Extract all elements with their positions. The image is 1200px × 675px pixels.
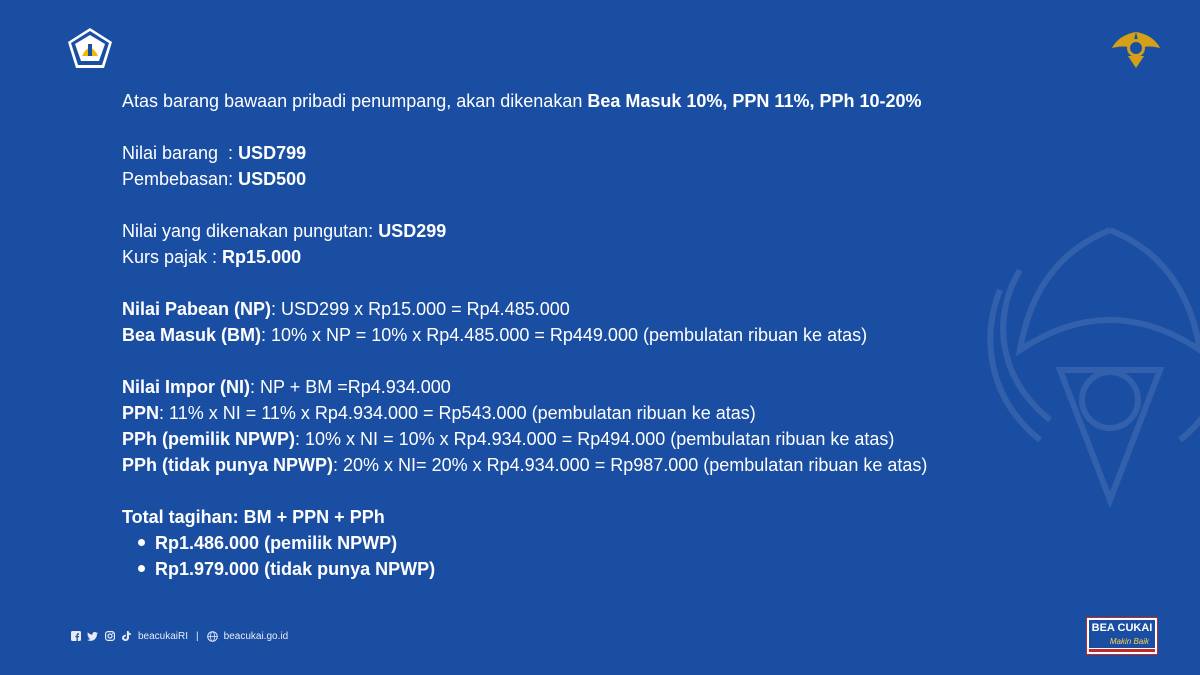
social-handle[interactable]: beacukaiRI: [138, 630, 189, 642]
nilai-pabean-line: Nilai Pabean (NP): USD299 x Rp15.000 = Rp4.485.000: [122, 299, 570, 319]
twitter-icon[interactable]: [87, 631, 98, 642]
nilai-barang-line: Nilai barang : USD799: [122, 143, 307, 163]
bea-cukai-makin-baik-logo: BEA CUKAI Makin Baik: [1086, 617, 1158, 655]
instagram-icon[interactable]: [104, 631, 115, 642]
facebook-icon[interactable]: [70, 631, 81, 642]
tiktok-icon[interactable]: [121, 631, 132, 642]
bea-cukai-emblem-logo: [1110, 26, 1162, 70]
list-item: Rp1.979.000 (tidak punya NPWP): [122, 556, 1122, 582]
footer-separator: |: [196, 630, 199, 642]
pph-npwp-line: PPh (pemilik NPWP): 10% x NI = 10% x Rp4.934.000 = Rp494.000 (pembulatan ribuan ke atas): [122, 429, 895, 449]
pph-no-npwp-line: PPh (tidak punya NPWP): 20% x NI= 20% x Rp4.934.000 = Rp987.000 (pembulatan ribuan ke atas): [122, 455, 928, 475]
intro-line: Atas barang bawaan pribadi penumpang, akan dikenakan Bea Masuk 10%, PPN 11%, PPh 10-20%: [122, 91, 922, 111]
tax-calculation-content: [122, 88, 1122, 582]
pembebasan-line: Pembebasan: USD500: [122, 169, 307, 189]
kemenkeu-logo: [66, 26, 114, 70]
bea-masuk-line: Bea Masuk (BM): 10% x NP = 10% x Rp4.485.000 = Rp449.000 (pembulatan ribuan ke atas): [122, 325, 868, 345]
website-link[interactable]: beacukai.go.id: [223, 630, 289, 642]
kurs-line: Kurs pajak : Rp15.000: [122, 247, 302, 267]
bullet-icon: [138, 565, 145, 572]
bullet-icon: [138, 539, 145, 546]
total-tagihan-line: Total tagihan: BM + PPN + PPh: [122, 507, 385, 527]
list-item: Rp1.486.000 (pemilik NPWP): [122, 530, 1122, 556]
footer-social: [70, 629, 288, 643]
globe-icon: [207, 631, 218, 642]
nilai-pungutan-line: Nilai yang dikenakan pungutan: USD299: [122, 221, 447, 241]
ppn-line: PPN: 11% x NI = 11% x Rp4.934.000 = Rp543.000 (pembulatan ribuan ke atas): [122, 403, 756, 423]
nilai-impor-line: Nilai Impor (NI): NP + BM =Rp4.934.000: [122, 377, 451, 397]
